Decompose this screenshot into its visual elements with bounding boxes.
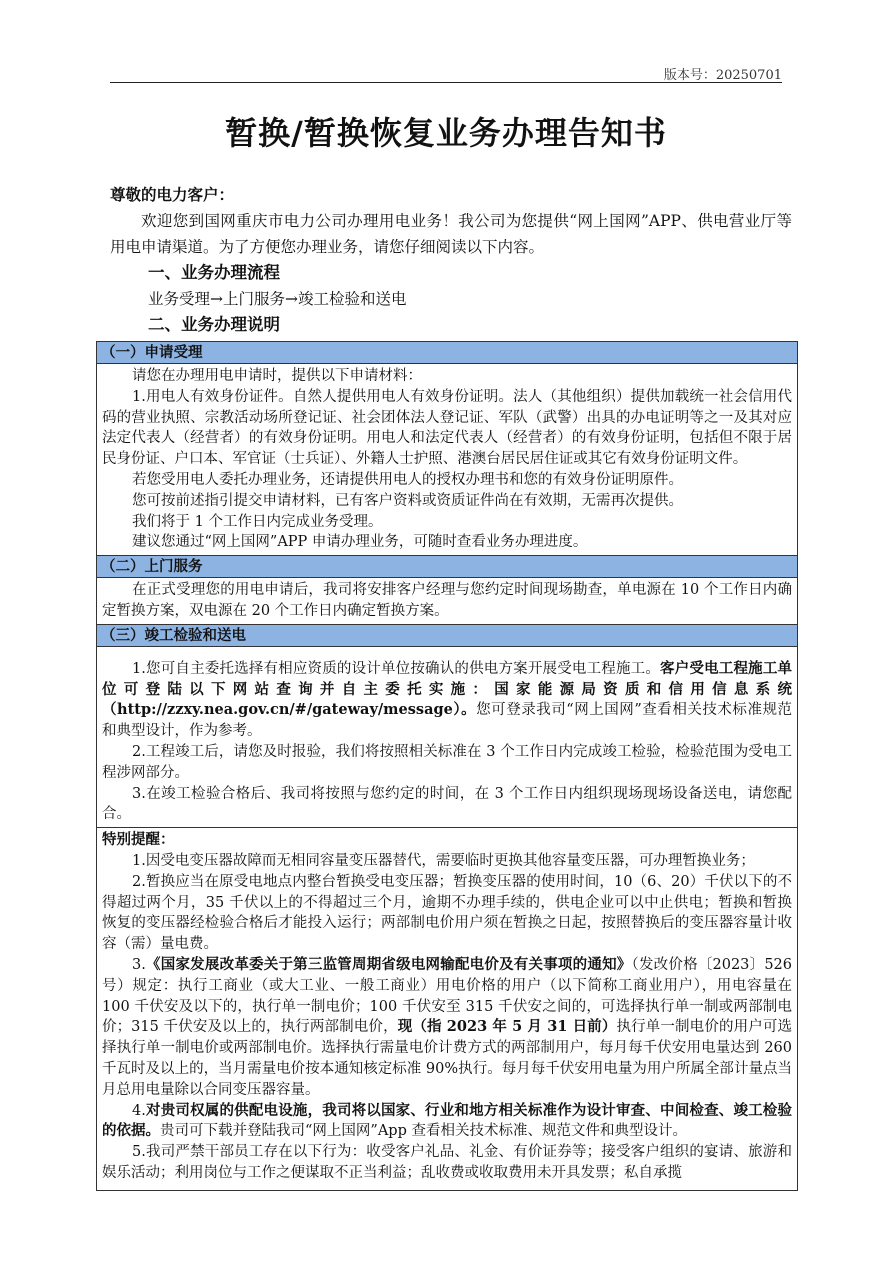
section-body-visit <box>97 578 797 625</box>
paragraph: 您可按前述指引提交申请材料，已有客户资料或资质证件尚在有效期，无需再次提供。 <box>132 492 683 509</box>
text: 3. <box>132 956 146 973</box>
bold-text: 客户受电工程施工单位可登陆以下网站查询并自主委托实施：国家能源局资质和信用信息系统（http://zzxy.nea.gov.cn/#/gateway/message）。 <box>102 659 792 719</box>
bold-text: 《国家发展改革委关于第三监管周期省级电网输配电价及有关事项的通知》 <box>145 955 632 973</box>
intro-block <box>110 182 792 338</box>
section-header-inspection: （三）竣工检验和送电 <box>97 625 797 647</box>
paragraph: 5.我司严禁干部员工存在以下行为：收受客户礼品、礼金、有价证券等；接受客户组织的宴请、旅游和娱乐活动；利用岗位与工作之便谋取不正当利益；乱收费或收取费用未开具发票；私自承揽 <box>102 1144 792 1181</box>
intro-paragraph: 欢迎您到国网重庆市电力公司办理用电业务！我公司为您提供“网上国网”APP、供电营业厅等用电申请渠道。为了方便您办理业务，请您仔细阅读以下内容。 <box>110 212 792 256</box>
header-divider <box>110 82 782 83</box>
bold-text: 现（指 2023 年 5 月 31 日前） <box>397 1018 617 1036</box>
section-header-visit: （二）上门服务 <box>97 556 797 578</box>
page-title: 暂换/暂换恢复业务办理告知书 <box>225 114 667 152</box>
version-number: 版本号：20250701 <box>663 68 782 83</box>
text: 执行单一制电价的用户可选择执行单一制电价或两部制电价。选择执行需量电价计费方式的两部制用户，每月每千伏安用电量达到 260 千瓦时及以上的，当月需量电价按本通知核定标准 90%执行。每月每千伏安用电量为用户所属全部计量点当月总用电量除以合同变压器容量。 <box>102 1019 792 1098</box>
paragraph <box>102 1101 792 1143</box>
paragraph <box>102 955 792 1101</box>
notice-title: 特别提醒： <box>102 831 175 849</box>
text: （发改价格〔2023〕526 号）规定：执行工商业（或大工业、一般工商业）用电价格的用户（以下简称工商业用户），用电容量在 100 千伏安及以下的，执行单一制电价；100 千伏安至 315 千伏安之间的，可选择执行单一制或两部制电价；315 千伏安及以上的，执行两部制电价， <box>102 956 793 1036</box>
section-heading-instructions: 二、业务办理说明 <box>148 315 280 334</box>
section-heading-process: 一、业务办理流程 <box>148 263 280 282</box>
paragraph: 1.因受电变压器故障而无相同容量变压器替代，需要临时更换其他容量变压器，可办理暂换业务； <box>132 852 755 869</box>
paragraph: 1.用电人有效身份证件。自然人提供用电人有效身份证明。法人（其他组织）提供加载统一社会信用代码的营业执照、宗教活动场所登记证、社会团体法人登记证、军队（武警）出具的办电证明等之一及其对应法定代表人（经营者）的有效身份证明。用电人和法定代表人（经营者）的有效身份证明，包括但不限于居民身份证、户口本、军官证（士兵证）、外籍人士护照、港澳台居民居住证或其它有效身份证明文件。 <box>102 388 792 468</box>
paragraph: 请您在办理用电申请时，提供以下申请材料： <box>132 368 422 384</box>
paragraph: 2.暂换应当在原受电地点内整台暂换受电变压器；暂换变压器的使用时间，10（6、20）千伏以下的不得超过两个月，35 千伏以上的不得超过三个月，逾期不办理手续的，供电企业可以中止供电；暂换和暂换恢复的变压器经检验合格后才能投入运行；两部制电价用户须在暂换之日起，按照替换后的变压器容量计收容（需）量电费。 <box>102 873 792 953</box>
paragraph: 2.工程竣工后，请您及时报验，我们将按照相关标准在 3 个工作日内完成竣工检验，检验范围为受电工程涉网部分。 <box>102 743 792 781</box>
section-body-inspection <box>97 647 797 828</box>
bold-text: 对贵司权属的供配电设施，我司将以国家、行业和地方相关标准作为设计审查、中间检查、竣工检验的依据。 <box>102 1101 792 1140</box>
text: 4. <box>132 1102 146 1119</box>
paragraph: 在正式受理您的用电申请后，我司将安排客户经理与您约定时间现场勘查，单电源在 10 个工作日内确定暂换方案，双电源在 20 个工作日内确定暂换方案。 <box>102 582 792 619</box>
text: 贵司可下载并登陆我司“网上国网”App 查看相关技术标准、规范文件和典型设计。 <box>160 1123 687 1140</box>
section-body-apply <box>97 364 797 556</box>
process-flow: 业务受理→上门服务→竣工检验和送电 <box>148 290 407 308</box>
notice-header <box>102 830 792 851</box>
special-notice <box>97 828 797 1191</box>
instructions-table <box>96 341 798 1191</box>
text: 1.您可自主委托选择有相应资质的设计单位按确认的供电方案开展受电工程施工。 <box>132 660 661 677</box>
section-header-apply: （一）申请受理 <box>97 342 797 364</box>
paragraph: 3.在竣工检验合格后、我司将按照与您约定的时间，在 3 个工作日内组织现场现场设备送电，请您配合。 <box>102 785 792 823</box>
paragraph: 若您受用电人委托办理业务，还请提供用电人的授权办理书和您的有效身份证明原件。 <box>132 471 683 488</box>
paragraph: 我们将于 1 个工作日内完成业务受理。 <box>132 513 383 530</box>
greeting: 尊敬的电力客户： <box>110 185 235 204</box>
paragraph <box>102 659 792 742</box>
text: 您可登录我司“网上国网”查看相关技术标准规范和典型设计，作为参考。 <box>102 702 792 740</box>
paragraph: 建议您通过“网上国网”APP 申请办理业务，可随时查看业务办理进度。 <box>132 534 588 551</box>
